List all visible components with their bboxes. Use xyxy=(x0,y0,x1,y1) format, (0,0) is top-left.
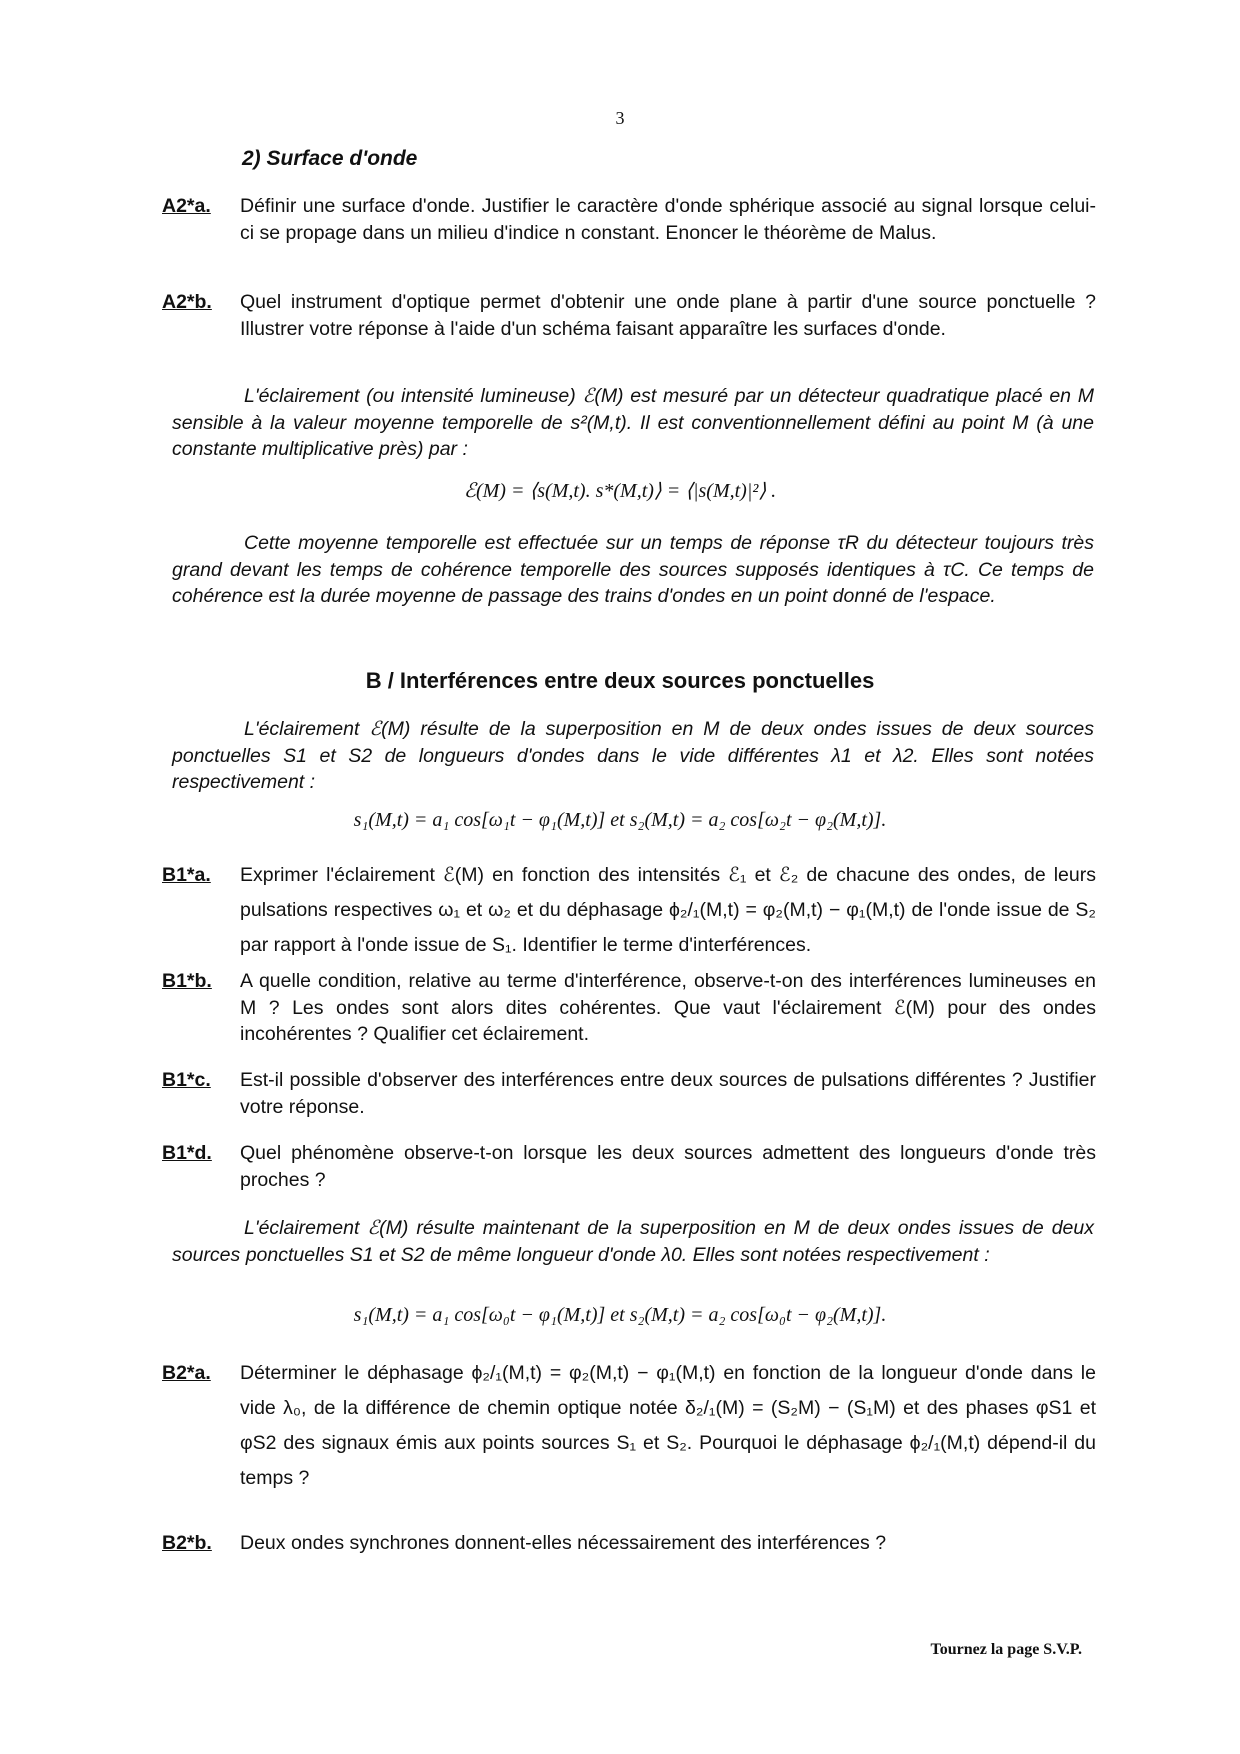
question-text: Quel phénomène observe-t-on lorsque les deux sources admettent des longueurs d'onde très proches ? xyxy=(240,1142,1096,1191)
equation-eclairement: ℰ(M) = ⟨s(M,t). s*(M,t)⟩ = ⟨|s(M,t)|²⟩ . xyxy=(463,480,777,502)
question-b1b xyxy=(162,968,1096,1048)
question-a2a xyxy=(162,193,1096,246)
question-text: Quel instrument d'optique permet d'obtenir une onde plane à partir d'une source ponctuelle ? Illustrer votre réponse à l'aide d'un schéma faisant apparaître les surfaces d'onde. xyxy=(240,291,1096,340)
section-title-interferences: B / Interférences entre deux sources ponctuelles xyxy=(365,668,875,693)
question-a2b xyxy=(162,289,1096,342)
question-label: B1*a. xyxy=(162,864,211,886)
question-label: A2*b. xyxy=(162,291,212,313)
question-text: Exprimer l'éclairement ℰ(M) en fonction des intensités ℰ₁ et ℰ₂ de chacune des ondes, de leurs pulsations respectives ω₁ et ω₂ et du déphasage ϕ₂/₁(M,t) = φ₂(M,t) − φ₁(M,t) de l'onde issue de S₂ par rapport à l'onde issue de S₁. Identifier le terme d'interférences. xyxy=(240,864,1096,956)
paragraph-b-intro: L'éclairement ℰ(M) résulte de la superposition en M de deux ondes issues de deux sources ponctuelles S1 et S2 de longueurs d'ondes dans le vide différentes λ1 et λ2. Elles sont notées respectivement : xyxy=(172,718,1094,793)
question-b1a xyxy=(162,858,1096,963)
section-title-surface-onde: 2) Surface d'onde xyxy=(242,147,418,170)
question-label: B2*b. xyxy=(162,1532,212,1554)
question-text: Deux ondes synchrones donnent-elles nécessairement des interférences ? xyxy=(240,1532,887,1554)
question-b2b xyxy=(162,1530,1096,1557)
question-label: B1*b. xyxy=(162,970,212,992)
question-b1d xyxy=(162,1140,1096,1193)
question-label: B2*a. xyxy=(162,1362,211,1384)
paragraph-b2-intro: L'éclairement ℰ(M) résulte maintenant de la superposition en M de deux ondes issues de deux sources ponctuelles S1 et S2 de même longueur d'onde λ0. Elles sont notées respectivement : xyxy=(172,1217,1094,1266)
question-text: Définir une surface d'onde. Justifier le caractère d'onde sphérique associé au signal lorsque celui-ci se propage dans un milieu d'indice n constant. Enoncer le théorème de Malus. xyxy=(240,195,1096,244)
paragraph-eclairement-definition: L'éclairement (ou intensité lumineuse) ℰ(M) est mesuré par un détecteur quadratique placé en M sensible à la valeur moyenne temporelle de s²(M,t). Il est conventionnellement défini au point M (à une constante multiplicative près) par : xyxy=(172,385,1094,460)
question-label: B1*c. xyxy=(162,1069,211,1091)
paragraph-moyenne-temporelle: Cette moyenne temporelle est effectuée sur un temps de réponse τR du détecteur toujours très grand devant les temps de cohérence temporelle des sources supposés identiques à τC. Ce temps de cohérence est la durée moyenne de passage des trains d'ondes en un point donné de l'espace. xyxy=(172,532,1094,607)
question-label: A2*a. xyxy=(162,195,211,217)
footer-turn-page: Tournez la page S.V.P. xyxy=(930,1641,1082,1658)
equation-signals-different-wavelengths: s₁(M,t) = a₁ cos[ω₁t − φ₁(M,t)] et s₂(M,t) = a₂ cos[ω₂t − φ₂(M,t)]. xyxy=(353,809,887,831)
question-text: Déterminer le déphasage ϕ₂/₁(M,t) = φ₂(M,t) − φ₁(M,t) en fonction de la longueur d'onde dans le vide λ₀, de la différence de chemin optique notée δ₂/₁(M) = (S₂M) − (S₁M) et des phases φS1 et φS2 des signaux émis aux points sources S₁ et S₂. Pourquoi le déphasage ϕ₂/₁(M,t) dépend-il du temps ? xyxy=(240,1362,1096,1489)
question-text: A quelle condition, relative au terme d'interférence, observe-t-on des interférences lumineuses en M ? Les ondes sont alors dites cohérentes. Que vaut l'éclairement ℰ(M) pour des ondes incohérentes ? Qualifier cet éclairement. xyxy=(240,970,1096,1045)
question-text: Est-il possible d'observer des interférences entre deux sources de pulsations différentes ? Justifier votre réponse. xyxy=(240,1069,1096,1118)
page-number: 3 xyxy=(615,108,625,128)
question-label: B1*d. xyxy=(162,1142,212,1164)
question-b2a xyxy=(162,1356,1096,1496)
question-b1c xyxy=(162,1067,1096,1120)
equation-signals-same-wavelength: s₁(M,t) = a₁ cos[ω₀t − φ₁(M,t)] et s₂(M,t) = a₂ cos[ω₀t − φ₂(M,t)]. xyxy=(353,1304,887,1326)
